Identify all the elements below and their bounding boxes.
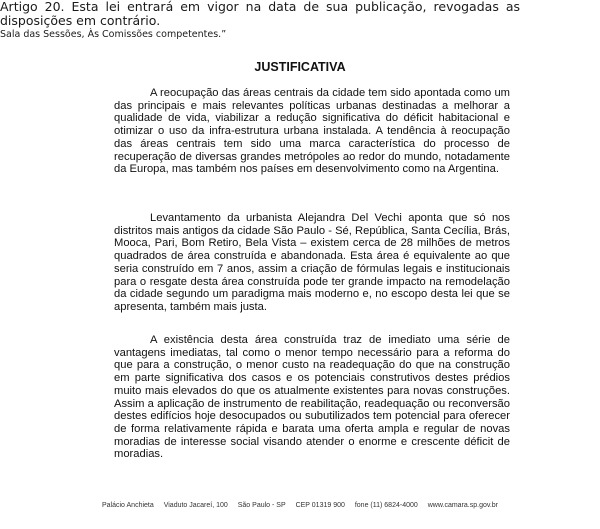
footer-building: Palácio Anchieta (101, 502, 154, 509)
footer-phone: fone (11) 6824-4000 (354, 502, 418, 509)
footer-city: São Paulo - SP (237, 502, 286, 509)
paragraph-1: A reocupação das áreas centrais da cidade tem sido apontada como um das principais e mais relevantes políticas urbanas destinadas a melhorar a qualidade de vida, viabilizar a redução significativa do déficit habitacional e otimizar o uso da infra-estrutura urbana instalada. A tendência à reocupação das áreas centrais tem sido uma marca característica do processo de recuperação de diversas grandes metrópoles ao redor do mundo, notadamente da Europa, mas também nos países em desenvolvimento como na Argentina. (114, 87, 510, 176)
sala-das-sessoes-text: Sala das Sessões, Às Comissões competentes.” (0, 29, 227, 40)
paragraph-3: A existência desta área construída traz de imediato uma série de vantagens imediatas, tal como o menor tempo necessário para a reforma do que para a construção, o menor custo na readequação do que na construção em parte significativa dos casos e os potenciais construtivos destes prédios muito mais elevados do que os atualmente existentes para novas construções. Assim a aplicação de instrumento de reabilitação, readequação ou reconversão destes edifícios hoje desocupados ou subutilizados tem potencial para oferecer de forma relativamente rápida e barata uma oferta ampla e regular de novas moradias de interesse social visando atender o enorme e crescente déficit de moradias. (114, 334, 510, 461)
footer-cep: CEP 01319 900 (295, 502, 345, 509)
footer-street: Viaduto Jacareí, 100 (163, 502, 228, 509)
paragraph-2: Levantamento da urbanista Alejandra Del Vechi aponta que só nos distritos mais antigos da cidade São Paulo - Sé, República, Santa Cecília, Brás, Mooca, Pari, Bom Retiro, Bela Vista – existem cerca de 28 milhões de metros quadrados de área construída e abandonada. Esta área é equivalente ao que seria construído em 7 anos, assim a criação de fórmulas legais e institucionais para o resgate desta área construída pode ter grande impacto na remodelação da cidade segundo um paradigma mais moderno e, no escopo desta lei que se apresenta, também mais justa. (114, 212, 510, 313)
page-footer (0, 502, 600, 509)
artigo-text: Artigo 20. Esta lei entrará em vigor na data de sua publicação, revogadas as disposições em contrário. (0, 0, 520, 28)
page-title: JUSTIFICATIVA (254, 60, 346, 74)
footer-website-link[interactable]: www.camara.sp.gov.br (427, 502, 499, 509)
